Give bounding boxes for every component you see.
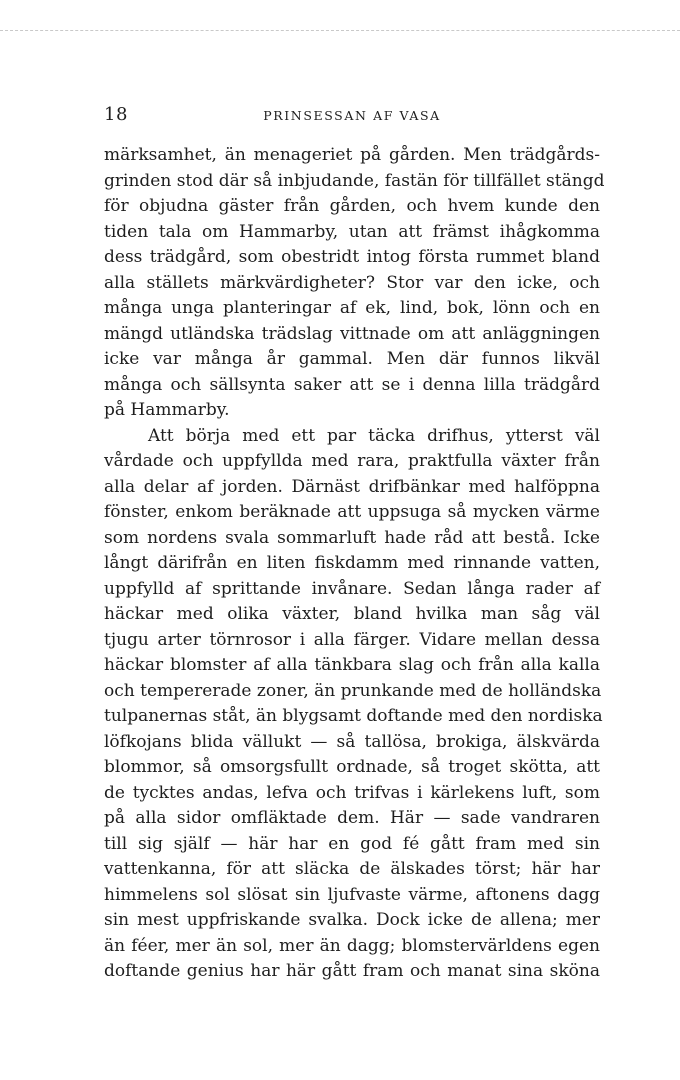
text-line: icke var många år gammal. Men där funnos likväl bbox=[104, 349, 600, 369]
text-line: fönster, enkom beräknade att uppsuga så mycken värme bbox=[104, 502, 600, 522]
paragraph-start-line: Att börja med ett par täcka drifhus, ytterst väl bbox=[148, 425, 600, 446]
text-line: vårdade och uppfyllda med rara, praktfulla växter från bbox=[104, 451, 600, 471]
text-line: blommor, så omsorgsfullt ordnade, så troget skötta, att bbox=[104, 757, 600, 777]
text-line: uppfylld af sprittande invånare. Sedan långa rader af bbox=[104, 578, 600, 599]
text-line: häckar med olika växter, bland hvilka man såg väl bbox=[104, 604, 600, 624]
scan-edge-line bbox=[0, 30, 680, 31]
text-line: som nordens svala sommarluft hade råd att bestå. Icke bbox=[104, 527, 600, 548]
text-line: än féer, mer än sol, mer än dagg; blomstervärldens egen bbox=[104, 935, 600, 956]
text-line: häckar blomster af alla tänkbara slag och från alla kalla bbox=[104, 655, 600, 675]
text-line: på alla sidor omfläktade dem. Här — sade vandraren bbox=[104, 808, 600, 828]
text-line: för objudna gäster från gården, och hvem kunde den bbox=[104, 196, 600, 216]
page-header bbox=[104, 104, 600, 130]
page-number: 18 bbox=[104, 104, 128, 125]
text-line: tulpanernas ståt, än blygsamt doftande med den nordiska bbox=[104, 706, 603, 726]
text-line: sin mest uppfriskande svalka. Dock icke de allena; mer bbox=[104, 910, 600, 930]
body-text bbox=[104, 143, 605, 985]
text-line: till sig själf — här har en god fé gått fram med sin bbox=[104, 833, 600, 854]
text-line: många unga planteringar af ek, lind, bok, lönn och en bbox=[104, 298, 600, 318]
text-line: dess trädgård, som obestridt intog första rummet bland bbox=[104, 247, 600, 267]
paragraph-end-line: på Hammarby. bbox=[104, 400, 230, 420]
text-line: doftande genius har här gått fram och manat sina sköna bbox=[104, 961, 600, 981]
text-line: tjugu arter törnrosor i alla färger. Vidare mellan dessa bbox=[104, 629, 600, 650]
text-line: alla delar af jorden. Därnäst drifbänkar med halföppna bbox=[104, 476, 600, 497]
text-line: himmelens sol slösat sin ljufvaste värme, aftonens dagg bbox=[104, 884, 600, 905]
text-line: mängd utländska trädslag vittnade om att anläggningen bbox=[104, 323, 600, 344]
text-line: grinden stod där så inbjudande, fastän för tillfället stängd bbox=[104, 170, 605, 191]
text-line: löfkojans blida vällukt — så tallösa, brokiga, älskvärda bbox=[104, 731, 600, 752]
text-line: vattenkanna, för att släcka de älskades törst; här har bbox=[104, 859, 600, 879]
text-line: långt därifrån en liten fiskdamm med rinnande vatten, bbox=[104, 553, 600, 573]
text-line: tiden tala om Hammarby, utan att främst ihågkomma bbox=[104, 221, 600, 242]
text-line: alla ställets märkvärdigheter? Stor var den icke, och bbox=[104, 272, 600, 293]
text-line: många och sällsynta saker att se i denna lilla trädgård bbox=[104, 374, 600, 395]
text-line: och tempererade zoner, än prunkande med de holländska bbox=[104, 680, 602, 701]
text-line: de tycktes andas, lefva och trifvas i kärlekens luft, som bbox=[104, 782, 600, 803]
text-line: märksamhet, än menageriet på gården. Men trädgårds- bbox=[104, 145, 600, 165]
running-title: PRINSESSAN AF VASA bbox=[263, 108, 441, 123]
